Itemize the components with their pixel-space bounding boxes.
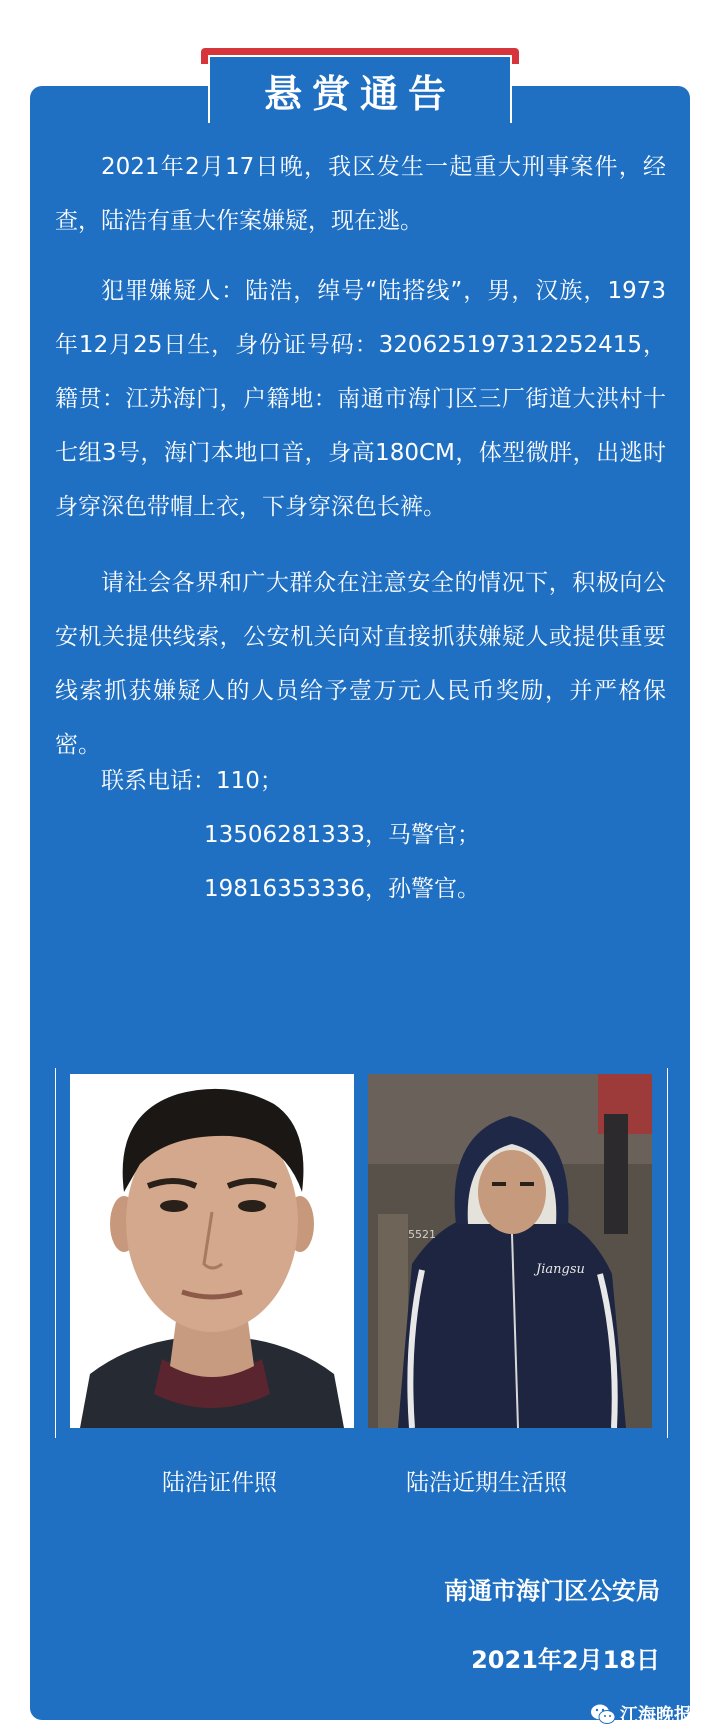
paragraph-incident: 2021年2月17日晚，我区发生一起重大刑事案件，经查，陆浩有重大作案嫌疑，现在逃。 xyxy=(55,154,666,234)
recent-photo-surveillance-image xyxy=(368,1074,652,1428)
contact-line-ma: 13506281333，马警官； xyxy=(204,822,480,848)
paragraph-suspect: 犯罪嫌疑人：陆浩，绰号“陆搭线”，男，汉族，1973年12月25日生，身份证号码：320625197312252415，籍贯：江苏海门，户籍地：南通市海门区三厂街道大洪村十七组3号，海门本地口音，身高180CM，体型微胖，出逃时身穿深色带帽上衣，下身穿深色长裤。 xyxy=(55,278,666,520)
title-banner xyxy=(208,55,512,123)
signature-date: 2021年2月18日 xyxy=(471,1646,660,1674)
recent-photo xyxy=(368,1074,652,1428)
id-photo-portrait-image xyxy=(70,1074,354,1428)
signature-org: 南通市海门区公安局 xyxy=(444,1577,660,1605)
wechat-icon xyxy=(590,1703,616,1725)
contact-line-sun: 19816353336，孙警官。 xyxy=(204,876,480,902)
contact-label: 联系电话：110； xyxy=(101,768,283,794)
id-photo xyxy=(70,1074,354,1428)
jacket-logo-text: Jiangsu xyxy=(536,1262,585,1277)
caption-id-photo: 陆浩证件照 xyxy=(162,1470,277,1496)
jacket-tag-text: 5521 xyxy=(408,1228,436,1241)
caption-recent-photo: 陆浩近期生活照 xyxy=(406,1470,567,1496)
watermark-text: 江海晚报 xyxy=(620,1705,692,1726)
page-title: 悬赏通告 xyxy=(263,71,456,116)
paragraph-reward: 请社会各界和广大群众在注意安全的情况下，积极向公安机关提供线索，公安机关向对直接抓获嫌疑人或提供重要线索抓获嫌疑人的人员给予壹万元人民币奖励，并严格保密。 xyxy=(55,570,666,758)
watermark xyxy=(590,1701,692,1727)
